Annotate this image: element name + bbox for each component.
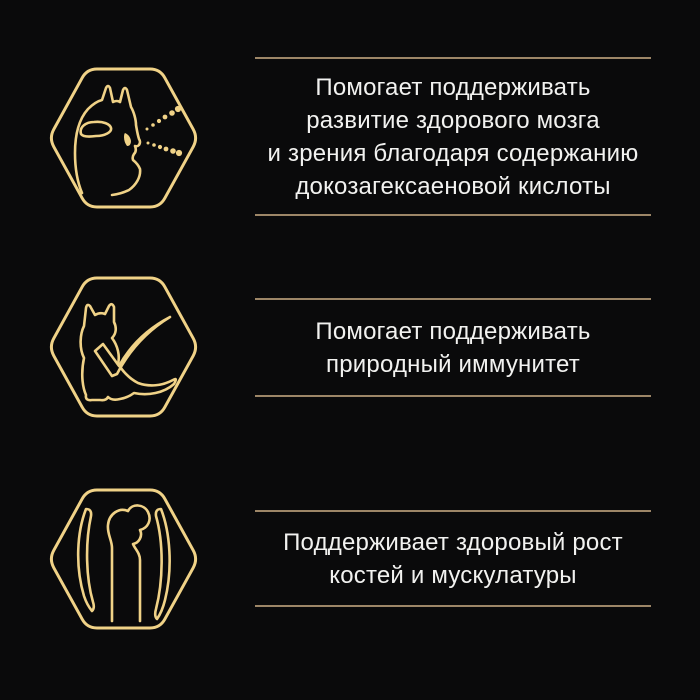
- benefit-line: и зрения благодаря содержанию: [267, 139, 639, 167]
- brain-outline: [81, 122, 111, 137]
- hexagon-outline: [51, 278, 195, 416]
- vision-dots-lower: [147, 142, 183, 157]
- benefit-line: костей и мускулатуры: [329, 561, 577, 589]
- bone-muscle-icon: [46, 486, 200, 636]
- bone-outline: [108, 505, 150, 621]
- benefit-line: Помогает поддерживать: [315, 317, 591, 345]
- benefit-line: Поддерживает здоровый рост: [283, 528, 623, 556]
- benefit-line: природный иммунитет: [326, 350, 580, 378]
- benefit-line: развитие здорового мозга: [306, 106, 600, 134]
- cat-checkmark-icon: [46, 274, 200, 424]
- benefit-text-immunity: [255, 298, 651, 397]
- benefit-line: Помогает поддерживать: [315, 73, 591, 101]
- checkmark-outline: [95, 317, 170, 376]
- benefit-text-bones-muscles: [255, 510, 651, 607]
- vision-dots-upper: [146, 106, 182, 131]
- benefit-text-brain-vision: [255, 57, 651, 216]
- muscle-left-outline: [78, 509, 94, 611]
- cat-eye: [124, 133, 131, 146]
- cat-brain-vision-icon: [46, 65, 200, 215]
- benefit-line: докозагексаеновой кислоты: [295, 172, 611, 200]
- muscle-right-outline: [155, 509, 169, 619]
